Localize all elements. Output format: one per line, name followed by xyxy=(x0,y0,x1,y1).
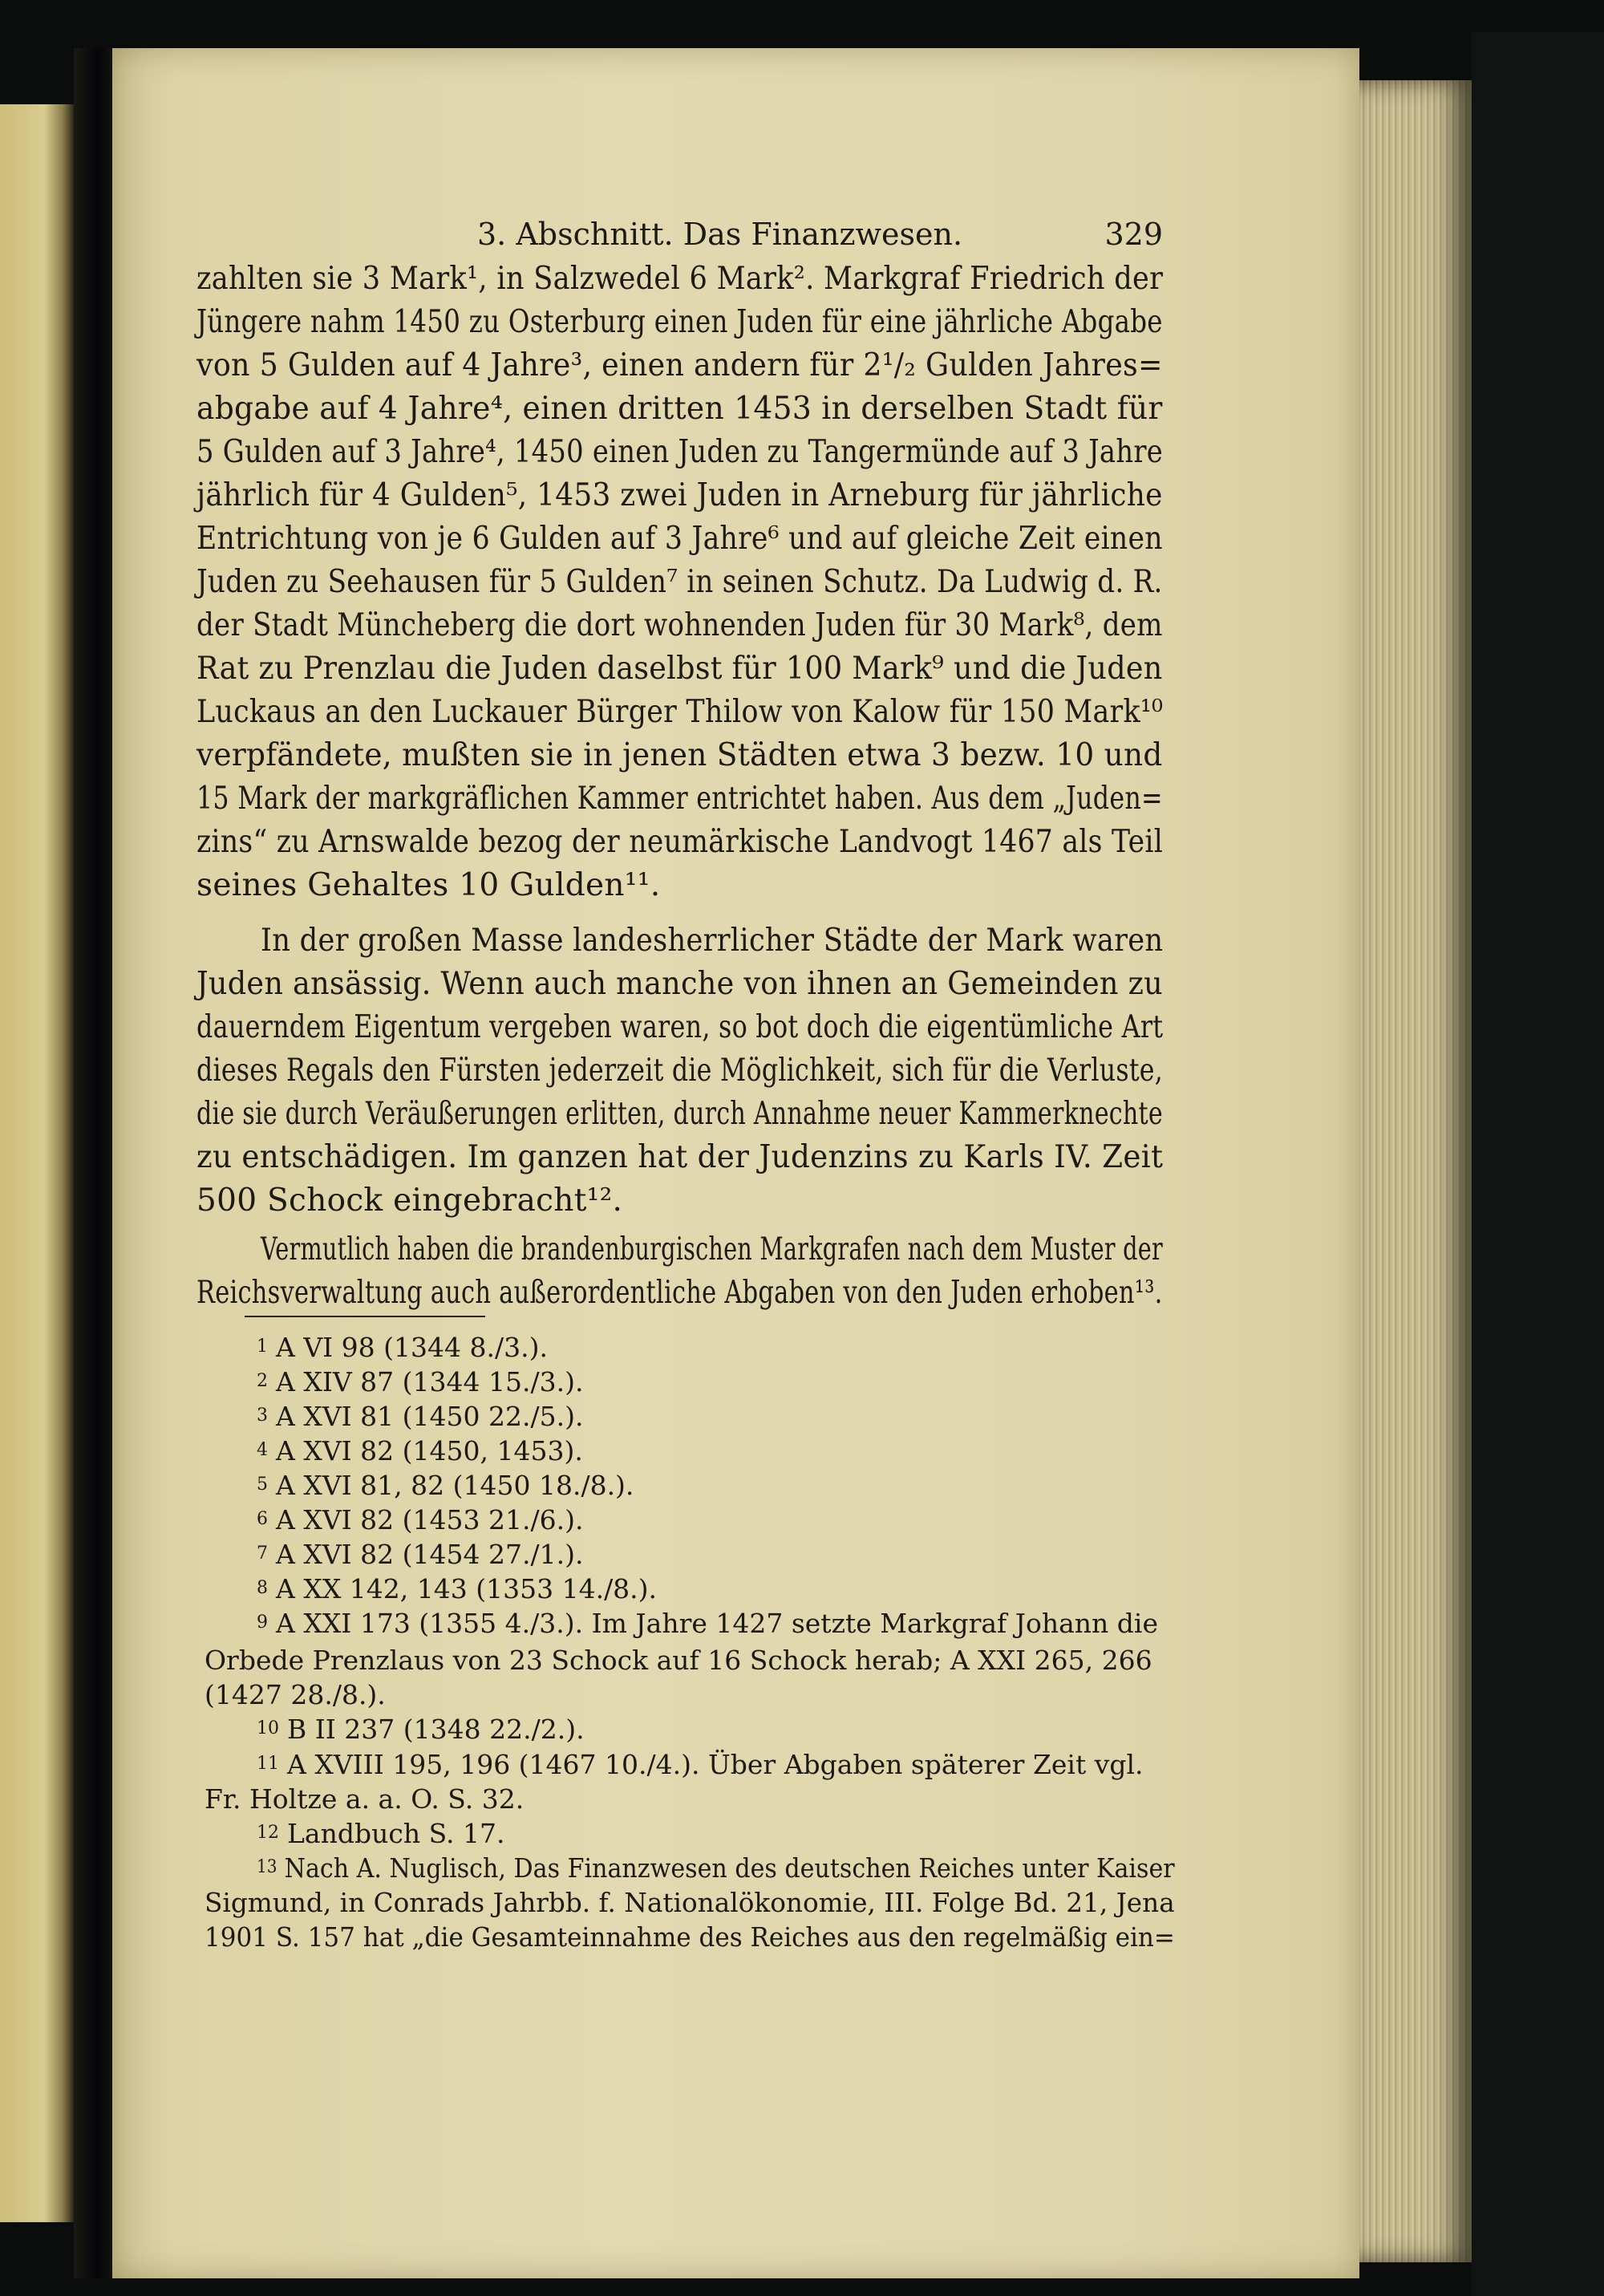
footnote-text: A XVI 82 (1454 27./1.). xyxy=(276,1539,584,1570)
body-line: seines Gehaltes 10 Gulden¹¹. xyxy=(196,867,661,903)
footnote-number: 2 xyxy=(257,1371,268,1391)
footnote-text: (1427 28./8.). xyxy=(205,1679,386,1710)
page-stack-edges xyxy=(1359,80,1472,2262)
body-line: 500 Schock eingebracht¹². xyxy=(196,1182,623,1219)
body-line: zahlten sie 3 Mark¹, in Salzwedel 6 Mark². Markgraf Friedrich der xyxy=(196,261,1164,297)
footnote-number: 5 xyxy=(257,1475,268,1495)
body-line: 5 Gulden auf 3 Jahre⁴, 1450 einen Juden zu Tangermünde auf 3 Jahre xyxy=(196,434,1164,470)
body-line: Rat zu Prenzlau die Juden daselbst für 100 Mark⁹ und die Juden xyxy=(196,651,1163,687)
facing-page-edge xyxy=(0,104,74,2222)
body-line: Reichsverwaltung auch außerordentliche Abgaben von den Juden erhoben¹³. xyxy=(196,1275,1163,1311)
body-line: Vermutlich haben die brandenburgischen Markgrafen nach dem Muster der xyxy=(261,1231,1163,1268)
body-line: Juden ansässig. Wenn auch manche von ihnen an Gemeinden zu xyxy=(196,966,1163,1002)
footnote-number: 8 xyxy=(257,1578,268,1598)
footnote-line xyxy=(257,1435,1175,1466)
footnote-line xyxy=(257,1714,1175,1745)
book-cover xyxy=(1472,32,1604,2296)
footnote-text: A XXI 173 (1355 4./3.). Im Jahre 1427 setzte Markgraf Johann die xyxy=(276,1608,1158,1639)
footnote-text: Landbuch S. 17. xyxy=(287,1818,505,1849)
footnote-line xyxy=(257,1852,1175,1884)
footnote-number: 13 xyxy=(257,1857,277,1877)
footnote-text: A XVIII 195, 196 (1467 10./4.). Über Abgaben späterer Zeit vgl. xyxy=(287,1749,1144,1780)
footnote-line xyxy=(257,1608,1175,1639)
footnote-line xyxy=(257,1401,1175,1432)
body-line: Jüngere nahm 1450 zu Osterburg einen Juden für eine jährliche Abgabe xyxy=(196,304,1163,340)
footnote-text: 1901 S. 157 hat „die Gesamteinnahme des Reiches aus den regelmäßig ein= xyxy=(205,1921,1175,1953)
footnote-line xyxy=(205,1887,1175,1918)
body-line: zu entschädigen. Im ganzen hat der Judenzins zu Karls IV. Zeit xyxy=(196,1139,1164,1175)
footnote-number: 9 xyxy=(257,1612,268,1633)
body-line: zins“ zu Arnswalde bezog der neumärkische Landvogt 1467 als Teil xyxy=(196,824,1164,860)
footnote-number: 7 xyxy=(257,1544,268,1564)
footnote-text: A XX 142, 143 (1353 14./8.). xyxy=(276,1573,658,1604)
body-line: Entrichtung von je 6 Gulden auf 3 Jahre⁶ und auf gleiche Zeit einen xyxy=(196,521,1163,557)
footnote-number: 6 xyxy=(257,1509,268,1529)
footnote-line xyxy=(205,1645,1175,1676)
footnote-line xyxy=(257,1366,1175,1397)
body-line: die sie durch Veräußerungen erlitten, durch Annahme neuer Kammerknechte xyxy=(196,1096,1163,1132)
footnote-line xyxy=(205,1679,1175,1710)
footnote-text: Fr. Holtze a. a. O. S. 32. xyxy=(205,1783,525,1815)
footnote-text: A XVI 82 (1453 21./6.). xyxy=(276,1504,584,1535)
body-line: von 5 Gulden auf 4 Jahre³, einen andern für 2¹/₂ Gulden Jahres= xyxy=(196,347,1163,383)
footnote-line xyxy=(257,1504,1175,1535)
body-line: jährlich für 4 Gulden⁵, 1453 zwei Juden in Arneburg für jährliche xyxy=(196,477,1163,513)
footnote-number: 4 xyxy=(257,1440,268,1460)
body-line: Juden zu Seehausen für 5 Gulden⁷ in seinen Schutz. Da Ludwig d. R. xyxy=(196,564,1163,600)
footnote-line xyxy=(257,1573,1175,1604)
footnote-line xyxy=(257,1332,1175,1363)
page-number: 329 xyxy=(1104,217,1163,252)
body-line: 15 Mark der markgräflichen Kammer entrichtet haben. Aus dem „Juden= xyxy=(196,781,1163,817)
body-line: verpfändete, mußten sie in jenen Städten etwa 3 bezw. 10 und xyxy=(196,737,1163,773)
footnote-line xyxy=(205,1783,1175,1815)
footnote-text: A XVI 81 (1450 22./5.). xyxy=(276,1401,584,1432)
footnote-rule xyxy=(245,1316,485,1317)
body-line: Luckaus an den Luckauer Bürger Thilow von Kalow für 150 Mark¹⁰ xyxy=(196,694,1164,730)
footnote-text: A XIV 87 (1344 15./3.). xyxy=(276,1366,584,1397)
body-line: der Stadt Müncheberg die dort wohnenden Juden für 30 Mark⁸, dem xyxy=(196,607,1163,643)
body-line: dauerndem Eigentum vergeben waren, so bot doch die eigentümliche Art xyxy=(196,1009,1164,1045)
footnote-number: 1 xyxy=(257,1337,268,1357)
footnote-line xyxy=(257,1539,1175,1570)
footnote-line xyxy=(257,1470,1175,1501)
footnote-text: Nach A. Nuglisch, Das Finanzwesen des deutschen Reiches unter Kaiser xyxy=(284,1852,1175,1884)
footnote-line xyxy=(257,1818,1175,1849)
footnote-number: 10 xyxy=(257,1718,279,1738)
footnote-number: 3 xyxy=(257,1406,268,1426)
footnote-text: Orbede Prenzlaus von 23 Schock auf 16 Schock herab; A XXI 265, 266 xyxy=(205,1645,1152,1676)
footnote-line xyxy=(257,1749,1175,1780)
footnote-text: A XVI 81, 82 (1450 18./8.). xyxy=(276,1470,634,1501)
body-line: dieses Regals den Fürsten jederzeit die Möglichkeit, sich für die Verluste, xyxy=(196,1053,1164,1089)
footnote-text: B II 237 (1348 22./2.). xyxy=(287,1714,585,1745)
footnote-text: Sigmund, in Conrads Jahrbb. f. Nationalökonomie, III. Folge Bd. 21, Jena xyxy=(205,1887,1175,1918)
footnote-number: 12 xyxy=(257,1823,279,1843)
body-line: In der großen Masse landesherrlicher Städte der Mark waren xyxy=(261,923,1164,959)
running-title: 3. Abschnitt. Das Finanzwesen. xyxy=(477,217,963,252)
footnote-number: 11 xyxy=(257,1754,279,1774)
footnote-line xyxy=(205,1921,1175,1953)
body-line: abgabe auf 4 Jahre⁴, einen dritten 1453 in derselben Stadt für xyxy=(196,391,1163,427)
footnote-text: A XVI 82 (1450, 1453). xyxy=(276,1435,583,1466)
footnote-text: A VI 98 (1344 8./3.). xyxy=(276,1332,548,1363)
